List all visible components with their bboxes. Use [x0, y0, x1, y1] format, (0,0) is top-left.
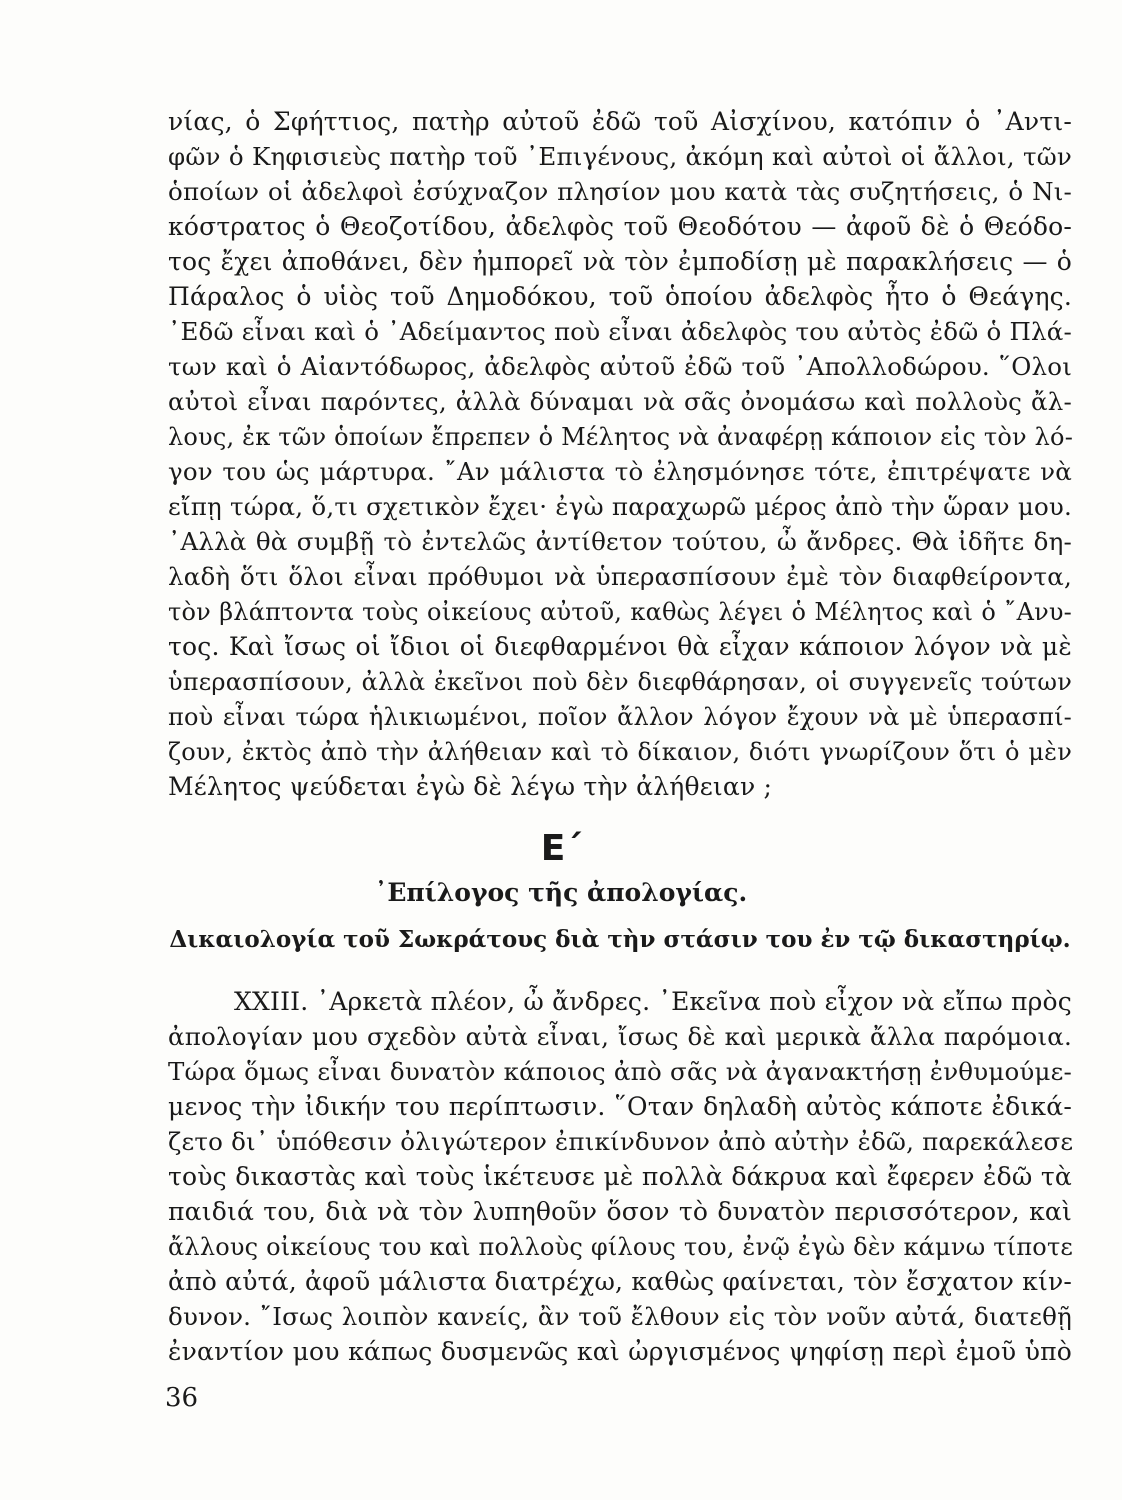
- text-line: κόστρατος ὁ Θεοζοτίδου, ἀδελφὸς τοῦ Θεοδότου — ἀφοῦ δὲ ὁ Θεόδο-: [168, 212, 1072, 241]
- text-line: αὐτοὶ εἶναι παρόντες, ἀλλὰ δύναμαι νὰ σᾶς ὀνομάσω καὶ πολλοὺς ἄλ-: [168, 387, 1072, 416]
- text-line: εἴπῃ τώρα, ὅ,τι σχετικὸν ἔχει· ἐγὼ παραχωρῶ μέρος ἀπὸ τὴν ὥραν μου.: [168, 492, 1072, 521]
- text-line: των καὶ ὁ Αἰαντόδωρος, ἀδελφὸς αὐτοῦ ἐδῶ τοῦ ᾿Απολλοδώρου. ῞Ολοι: [168, 352, 1072, 381]
- text-line: ἀπὸ αὐτά, ἀφοῦ μάλιστα διατρέχω, καθὼς φαίνεται, τὸν ἔσχατον κίν-: [168, 1267, 1073, 1296]
- section-subtitle: Δικαιολογία τοῦ Σωκράτους διὰ τὴν στάσιν του ἐν τῷ δικαστηρίῳ.: [169, 926, 1071, 953]
- text-line: τὸν βλάπτοντα τοὺς οἰκείους αὐτοῦ, καθὼς λέγει ὁ Μέλητος καὶ ὁ ῎Ανυ-: [168, 598, 1072, 626]
- section-title: ᾿Επίλογος τῆς ἀπολογίας.: [374, 878, 748, 907]
- text-line: Πάραλος ὁ υἱὸς τοῦ Δημοδόκου, τοῦ ὁποίου ἀδελφὸς ἦτο ὁ Θεάγης.: [168, 282, 1072, 311]
- text-line: μενος τὴν ἰδικήν του περίπτωσιν. ῞Οταν δηλαδὴ αὐτὸς κάποτε ἐδικά-: [168, 1092, 1072, 1121]
- text-line: XXIII. ᾿Αρκετὰ πλέον, ὦ ἄνδρες. ᾿Εκεῖνα ποὺ εἶχον νὰ εἴπω πρὸς: [234, 987, 1072, 1016]
- text-line: ὁποίων οἱ ἀδελφοὶ ἐσύχναζον πλησίον μου κατὰ τὰς συζητήσεις, ὁ Νι-: [168, 177, 1072, 206]
- text-line: ἄλλους οἰκείους του καὶ πολλοὺς φίλους του, ἐνῷ ἐγὼ δὲν κάμνω τίποτε: [168, 1233, 1074, 1261]
- text-line: τος. Καὶ ἴσως οἱ ἴδιοι οἱ διεφθαρμένοι θὰ εἶχαν κάποιον λόγον νὰ μὲ: [168, 632, 1072, 661]
- text-line: ζετο δι᾿ ὑπόθεσιν ὀλιγώτερον ἐπικίνδυνον ἀπὸ αὐτὴν ἐδῶ, παρεκάλεσε: [168, 1127, 1074, 1156]
- section-letter: Ε΄: [540, 828, 582, 869]
- text-line: φῶν ὁ Κηφισιεὺς πατὴρ τοῦ ᾿Επιγένους, ἀκόμη καὶ αὐτοὶ οἱ ἄλλοι, τῶν: [168, 142, 1072, 171]
- text-line: Μέλητος ψεύδεται ἐγὼ δὲ λέγω τὴν ἀλήθειαν ;: [168, 772, 773, 801]
- text-line: νίας, ὁ Σφήττιος, πατὴρ αὐτοῦ ἐδῶ τοῦ Αἰσχίνου, κατόπιν ὁ ᾿Αντι-: [168, 107, 1072, 136]
- text-line: ᾿Αλλὰ θὰ συμβῇ τὸ ἐντελῶς ἀντίθετον τούτου, ὦ ἄνδρες. Θὰ ἰδῆτε δη-: [168, 527, 1072, 556]
- text-line: γον του ὡς μάρτυρα. ῎Αν μάλιστα τὸ ἐλησμόνησε τότε, ἐπιτρέψατε νὰ: [168, 457, 1072, 486]
- page-number: 36: [165, 1383, 199, 1413]
- text-line: ἀπολογίαν μου σχεδὸν αὐτὰ εἶναι, ἴσως δὲ καὶ μερικὰ ἄλλα παρόμοια.: [168, 1022, 1072, 1051]
- text-line: ὑπερασπίσουν, ἀλλὰ ἐκεῖνοι ποὺ δὲν διεφθάρησαν, οἱ συγγενεῖς τούτων: [168, 668, 1072, 696]
- text-line: τοὺς δικαστὰς καὶ τοὺς ἱκέτευσε μὲ πολλὰ δάκρυα καὶ ἔφερεν ἐδῶ τὰ: [168, 1162, 1072, 1191]
- text-line: λους, ἐκ τῶν ὁποίων ἔπρεπεν ὁ Μέλητος νὰ ἀναφέρῃ κάποιον εἰς τὸν λό-: [168, 423, 1074, 451]
- text-line: ζουν, ἐκτὸς ἀπὸ τὴν ἀλήθειαν καὶ τὸ δίκαιον, διότι γνωρίζουν ὅτι ὁ μὲν: [168, 738, 1072, 766]
- text-line: δυνον. ῎Ισως λοιπὸν κανείς, ἂν τοῦ ἔλθουν εἰς τὸν νοῦν αὐτά, διατεθῇ: [168, 1302, 1072, 1331]
- text-line: ᾿Εδῶ εἶναι καὶ ὁ ᾿Αδείμαντος ποὺ εἶναι ἀδελφὸς του αὐτὸς ἐδῶ ὁ Πλά-: [168, 317, 1072, 346]
- text-line: παιδιά του, διὰ νὰ τὸν λυπηθοῦν ὅσον τὸ δυνατὸν περισσότερον, καὶ: [168, 1197, 1072, 1226]
- text-line: ἐναντίον μου κάπως δυσμενῶς καὶ ὠργισμένος ψηφίσῃ περὶ ἐμοῦ ὑπὸ: [168, 1337, 1072, 1366]
- text-line: λαδὴ ὅτι ὅλοι εἶναι πρόθυμοι νὰ ὑπερασπίσουν ἐμὲ τὸν διαφθείροντα,: [168, 562, 1072, 591]
- text-line: ποὺ εἶναι τώρα ἡλικιωμένοι, ποῖον ἄλλον λόγον ἔχουν νὰ μὲ ὑπερασπί-: [168, 703, 1072, 731]
- text-line: Τώρα ὅμως εἶναι δυνατὸν κάποιος ἀπὸ σᾶς νὰ ἀγανακτήσῃ ἐνθυμούμε-: [168, 1057, 1072, 1086]
- text-line: τος ἔχει ἀποθάνει, δὲν ἠμπορεῖ νὰ τὸν ἐμποδίσῃ μὲ παρακλήσεις — ὁ: [168, 247, 1072, 276]
